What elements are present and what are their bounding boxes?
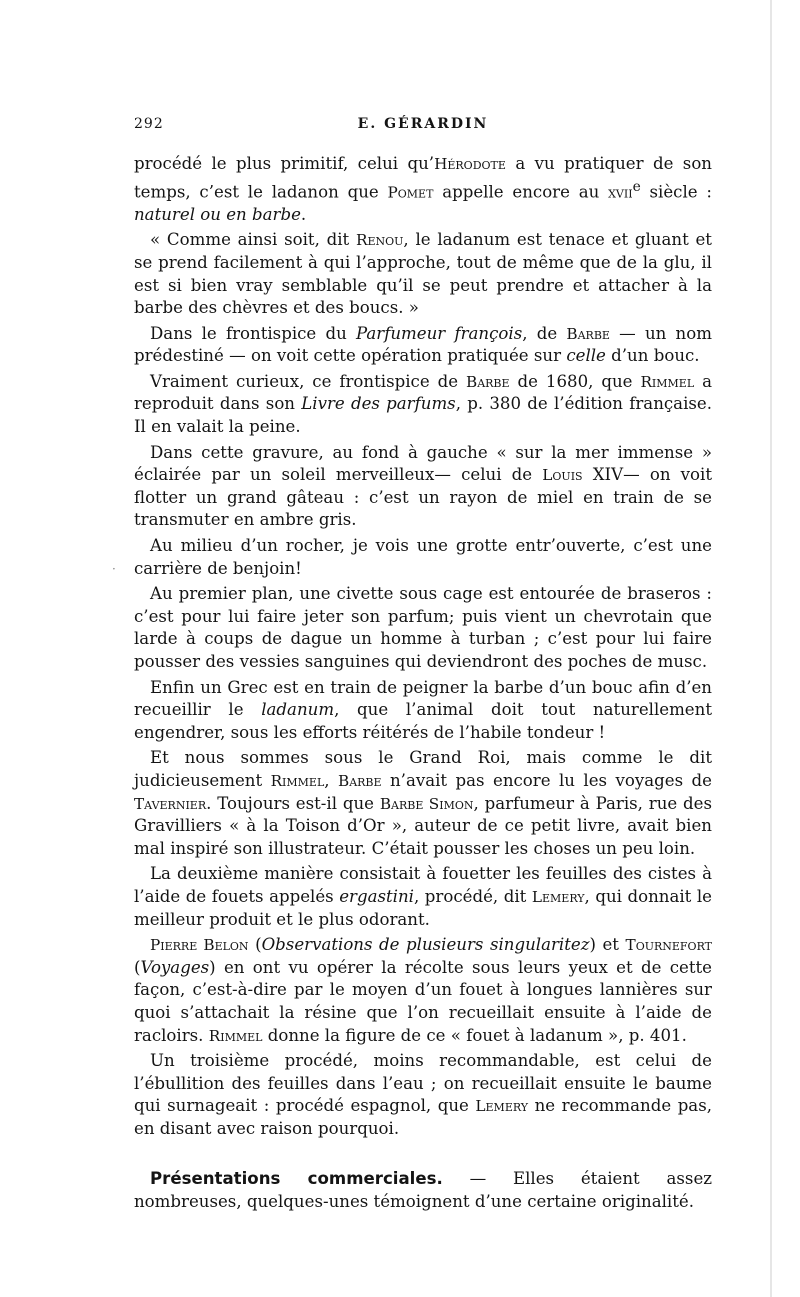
paragraph-12 bbox=[134, 1050, 712, 1140]
text-run: siècle : bbox=[640, 182, 712, 202]
paragraph-3 bbox=[134, 323, 712, 368]
text-run: Dans cette gravure, au fond à gauche « sur la mer immense » éclairée par un soleil merveilleux— celui de bbox=[134, 442, 712, 485]
text-run: , p. 380 de l’édition française. Il en valait la peine. bbox=[134, 394, 712, 437]
section-title: Présentations commerciales. bbox=[150, 1169, 443, 1189]
text-run: — Elles étaient assez nombreuses, quelques-unes témoignent d’une certaine originalité. bbox=[134, 1169, 713, 1212]
italic-term: Livre des parfums bbox=[301, 394, 456, 414]
page-number: 292 bbox=[134, 116, 164, 132]
text-run: . bbox=[300, 204, 307, 224]
text-run: ( bbox=[134, 957, 141, 977]
paragraph-5 bbox=[134, 442, 712, 532]
text-run: ne recommande pas, en disant avec raison pourquoi. bbox=[134, 1096, 712, 1138]
text-run: Au premier plan, une civette sous cage est entourée de braseros : c’est pour lui faire jeter son parfum; puis vient un chevrotain que larde à coups de dague un homme à turban ; c’est pour lui faire pousser des vessies sanguines qui deviendront des poches de musc. bbox=[134, 584, 712, 671]
page-header bbox=[134, 116, 712, 138]
text-run: Enfin un Grec est en train de peigner la barbe d’un bouc afin d’en recueillir le bbox=[134, 677, 712, 720]
paragraph-4 bbox=[134, 371, 712, 439]
text-run: , bbox=[324, 770, 338, 790]
italic-term: ergastini bbox=[339, 886, 414, 906]
author-name: Hérodote bbox=[434, 155, 506, 173]
italic-term: naturel ou en barbe bbox=[134, 204, 301, 224]
author-name: Barbe Simon bbox=[379, 794, 474, 813]
author-name: Louis bbox=[542, 466, 583, 485]
italic-term: ladanum bbox=[261, 700, 335, 720]
text-run: ) en ont vu opérer la récolte sous leurs yeux et de cette façon, c’est-à-dire par le moyen d’un fouet à longues lannières sur quoi s’attachait la résine que l’on recueillait ensuite à l’aide de racloirs. bbox=[134, 957, 712, 1045]
text-run: procédé le plus primitif, celui qu’ bbox=[134, 154, 435, 173]
text-run: ( bbox=[248, 935, 262, 955]
author-name: Lemery bbox=[531, 887, 585, 906]
text-run: d’un bouc. bbox=[605, 346, 700, 366]
margin-speck: · bbox=[112, 562, 116, 576]
text-run: donne la figure de ce « fouet à ladanum », p. 401. bbox=[262, 1025, 687, 1045]
text-run: Dans le frontispice du bbox=[150, 323, 356, 343]
running-head: E. GÉRARDIN bbox=[357, 116, 489, 132]
text-run: n’avait pas encore lu les voyages de bbox=[381, 770, 712, 790]
text-run: e bbox=[632, 178, 641, 195]
text-run: XIV— on voit flotter un grand gâteau : c’est un rayon de miel en train de se transmuter en ambre gris. bbox=[134, 465, 712, 530]
text-run: Et nous sommes sous le Grand Roi, mais comme le dit judicieusement bbox=[134, 748, 712, 790]
text-run: ) et bbox=[589, 935, 626, 955]
text-run: de 1680, que bbox=[509, 371, 641, 391]
text-run: , procédé, dit bbox=[414, 886, 532, 906]
italic-term: Observations de plusieurs singularitez bbox=[261, 935, 590, 955]
author-name: Barbe bbox=[465, 372, 510, 391]
author-name: Barbe bbox=[337, 771, 382, 790]
text-run: « Comme ainsi soit, dit bbox=[150, 230, 356, 250]
author-name: Renou bbox=[355, 231, 404, 250]
paragraph-10 bbox=[134, 863, 712, 931]
body-text bbox=[134, 153, 712, 1217]
author-name: Rimmel bbox=[640, 372, 695, 391]
text-run: , parfumeur à Paris, rue des Gravilliers « à la Toison d’Or », auteur de ce petit livre, avait bien mal inspiré son illustrateur. C’était pousser les choses un peu loin. bbox=[134, 793, 713, 858]
text-run: , de bbox=[522, 323, 567, 343]
paragraph-6 bbox=[134, 535, 712, 580]
paragraph-9 bbox=[134, 747, 712, 860]
author-name: Lemery bbox=[475, 1097, 529, 1116]
text-run: Un troisième procédé, moins recommandable, est celui de l’ébullition des feuilles dans l’eau ; on recueillait ensuite le baume qui surnageait : procédé espagnol, que bbox=[134, 1051, 712, 1116]
italic-term: Voyages bbox=[140, 957, 210, 977]
text-run: . Toujours est-il que bbox=[206, 793, 380, 813]
paragraph-7 bbox=[134, 583, 712, 673]
section-paragraph bbox=[134, 1168, 712, 1213]
author-name: Barbe bbox=[566, 324, 610, 343]
author-name: Rimmel bbox=[270, 771, 325, 790]
text-run: Vraiment curieux, ce frontispice de bbox=[150, 371, 466, 391]
author-name: Rimmel bbox=[208, 1026, 263, 1045]
text-run: a reproduit dans son bbox=[134, 371, 712, 414]
author-name: Pierre Belon bbox=[150, 936, 249, 955]
author-name: Pomet bbox=[387, 183, 434, 202]
text-run: appelle encore au bbox=[433, 182, 609, 202]
page-edge-shadow bbox=[770, 0, 772, 1297]
italic-term: celle bbox=[566, 346, 606, 366]
italic-term: Parfumeur françois bbox=[355, 323, 523, 343]
text-run: , le ladanum est tenace et gluant et se prend facilement à qui l’approche, tout de même que de la glu, il est si bien vray semblable qu’il se peut prendre et attacher à la barbe des chèvres et des boucs. » bbox=[134, 230, 712, 318]
text-run: Au milieu d’un rocher, je vois une grotte entr’ouverte, c’est une carrière de benjoin! bbox=[134, 536, 712, 578]
text-run: — un nom prédestiné — on voit cette opération pratiquée sur bbox=[134, 323, 712, 366]
paragraph-8 bbox=[134, 677, 712, 745]
author-name: xvii bbox=[608, 183, 633, 202]
author-name: Tournefort bbox=[625, 936, 712, 955]
paragraph-2 bbox=[134, 229, 712, 319]
text-run: , qui donnait le meilleur produit et le plus odorant. bbox=[134, 886, 713, 929]
paragraph-1 bbox=[134, 153, 712, 226]
text-run: a vu pratiquer de son temps, c’est le ladanon que bbox=[134, 154, 712, 202]
author-name: Tavernier bbox=[134, 794, 207, 813]
text-run: La deuxième manière consistait à fouetter les feuilles des cistes à l’aide de fouets appelés bbox=[134, 864, 712, 906]
text-run: , que l’animal doit tout naturellement engendrer, sous les efforts réitérés de l’habile tondeur ! bbox=[134, 700, 712, 742]
paragraph-11 bbox=[134, 934, 712, 1047]
